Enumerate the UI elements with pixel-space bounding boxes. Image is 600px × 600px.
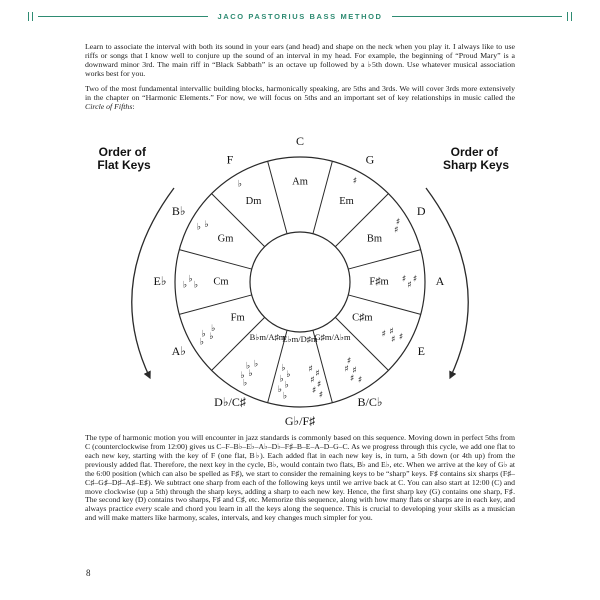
page-header	[28, 12, 572, 21]
flat-symbol: ♭	[182, 280, 188, 291]
outro-text	[85, 434, 515, 529]
page-number: 8	[86, 568, 91, 578]
flat-symbol: ♭	[284, 380, 289, 391]
order-of-flat-keys-line1: Order of	[98, 145, 146, 159]
intro-paragraph-2-colon: :	[132, 102, 135, 112]
major-key-label: B♭	[171, 203, 186, 218]
flat-symbol: ♭	[196, 222, 202, 233]
outro-paragraph	[85, 434, 515, 523]
sharp-symbol: ♯	[318, 390, 324, 401]
flat-symbol: ♭	[277, 385, 283, 396]
sharp-symbol: ♯	[349, 373, 355, 384]
minor-key-label: C♯m	[352, 312, 373, 324]
major-key-label: A	[435, 273, 445, 288]
intro-paragraph-2-text: Two of the most fundamental intervallic building blocks, harmonically speaking, are 5ths and 3rds. We will cover 3rds more extensively in the chapter on “Harmonic Elements.” For now, we will focus on 5ths and an important set of key relationships in music called the	[85, 84, 515, 103]
wedge-divider	[335, 317, 388, 370]
sharp-symbol: ♯	[407, 280, 412, 291]
minor-key-label: Gm	[217, 233, 234, 245]
major-key-label: G♭/F♯	[284, 413, 316, 428]
order-of-sharp-keys-label	[443, 145, 509, 172]
sharp-symbol: ♯	[315, 368, 320, 379]
sharp-symbol: ♯	[394, 225, 399, 236]
flat-symbol: ♭	[237, 179, 243, 190]
minor-key-label: B♭m/A♯m	[249, 332, 286, 343]
sharp-symbol: ♯	[357, 375, 363, 386]
sharp-symbol: ♯	[389, 326, 394, 337]
sharp-direction-arrow	[426, 188, 468, 378]
circle-of-fifths-figure	[0, 130, 600, 430]
sharp-symbol: ♯	[381, 329, 386, 340]
order-of-sharp-keys-line2: Sharp Keys	[442, 158, 510, 172]
minor-key-label: F♯m	[369, 276, 389, 288]
sharp-symbol: ♯	[352, 366, 357, 377]
flat-symbol: ♭	[286, 369, 291, 380]
flat-symbol: ♭	[209, 332, 214, 343]
major-key-label: A♭	[171, 343, 186, 358]
inner-circle	[250, 232, 350, 332]
major-key-label: D	[416, 203, 426, 218]
sharp-symbol: ♯	[311, 386, 317, 397]
major-key-label: E	[417, 343, 425, 358]
book-title: JACO PASTORIUS BASS METHOD	[217, 12, 383, 21]
minor-key-label: Dm	[245, 195, 262, 207]
flat-symbol: ♭	[240, 370, 245, 381]
minor-key-label: Em	[339, 195, 354, 207]
flat-symbol: ♭	[204, 220, 209, 231]
sharp-symbol: ♯	[344, 364, 349, 375]
header-edge-mark-left	[28, 12, 33, 21]
flat-symbol: ♭	[248, 369, 253, 380]
order-of-sharp-keys-line1: Order of	[450, 145, 498, 159]
flat-symbol: ♭	[281, 363, 286, 374]
sharp-symbol: ♯	[391, 334, 396, 345]
sharp-symbol: ♯	[317, 379, 322, 390]
outro-every-emphasis: every	[135, 504, 152, 514]
flat-symbol: ♭	[242, 378, 248, 389]
flat-symbol: ♭	[199, 337, 205, 348]
flat-symbol: ♭	[201, 329, 206, 340]
header-rule-right	[392, 16, 562, 17]
major-key-label: E♭	[153, 273, 167, 288]
circle-of-fifths-wedges	[154, 134, 445, 428]
order-of-flat-keys-line2: Flat Keys	[97, 158, 151, 172]
flat-symbol: ♭	[282, 391, 288, 402]
order-of-flat-keys-label	[97, 145, 151, 172]
sharp-symbol: ♯	[395, 217, 401, 228]
minor-key-label: Am	[292, 176, 308, 188]
flat-symbol: ♭	[246, 361, 251, 372]
flat-symbol: ♭	[193, 280, 199, 291]
major-key-label: F	[226, 152, 234, 167]
intro-text	[85, 42, 515, 117]
major-key-label: G	[365, 152, 375, 167]
intro-paragraph-2	[85, 84, 515, 111]
wedge-divider	[268, 161, 287, 233]
sharp-symbol: ♯	[346, 356, 352, 367]
minor-key-label: Cm	[213, 276, 229, 288]
major-key-label: D♭/C♯	[214, 394, 246, 409]
circle-of-fifths-term: Circle of Fifths	[85, 102, 133, 112]
sharp-symbol: ♯	[398, 332, 404, 343]
header-edge-mark-right	[567, 12, 572, 21]
flat-symbol: ♭	[279, 374, 284, 385]
flat-symbol: ♭	[211, 324, 216, 335]
intro-paragraph-1: Learn to associate the interval with both its sound in your ears (and head) and shape on the neck when you play it. I always like to use riffs or songs that I know well to conjure up the sound of an interval in my head. For example, the beginning of “Proud Mary” is a downward minor 3rd. The main riff in “Black Sabbath” is an octave up followed by a ♭5th down. Use whatever musical association works best for you.	[85, 42, 515, 79]
minor-key-label: E♭m/D♯m	[282, 333, 318, 344]
sharp-symbol: ♯	[401, 274, 407, 285]
major-key-label: C	[295, 133, 305, 148]
sharp-symbol: ♯	[310, 375, 315, 386]
outro-paragraph-text-a: The type of harmonic motion you will encounter in jazz standards is commonly based on this sequence. Moving down in perfect 5ths from C (counterclockwise from 12:00) gives us C–F–B♭–E♭–A♭–D♭–F♯–B–E–A–D–G–C. As we progress through this cycle, we add one flat to each new key, starting with the key of F (one flat, B♭). Each added flat in each new key is, in turn, a 5th down (or 4th up) from the previously added flat. Therefore, the next key in the cycle, B♭, would contain two flats, B♭ and E♭, etc. When we arrive at the key of G♭ at the 6:00 position (which can also be spelled as F♯), we start to consider the remaining keys to be “sharp” keys. F♯ contains six sharps (F♯–C♯–G♯–D♯–A♯–E♯). We subtract one sharp from each of the following keys until we arrive back at C. You can also start at 12:00 (C) and move clockwise (up a 5th) through the sharp keys, adding a sharp to each new key. Hence, the first sharp key (G) contains one sharp, F♯. The second key (D) contains two sharps, F♯ and C♯, etc. Memorize this sequence, along with how many flats or sharps are in each key, and always practice	[85, 433, 515, 514]
minor-key-label: Fm	[230, 312, 245, 324]
wedge-divider	[348, 250, 420, 269]
minor-key-label: G♯m/A♭m	[314, 332, 351, 343]
major-key-label: B/C♭	[357, 394, 383, 409]
wedge-divider	[179, 250, 251, 269]
sharp-symbol: ♯	[412, 274, 418, 285]
circle-of-fifths-diagram	[0, 130, 600, 430]
outro-paragraph-text-b: scale and chord you learn in all the keys along the sequence. This is crucial to developing your skills as a musician and will make matters like harmony, scales, intervals, and key changes much simpler for you.	[85, 504, 515, 523]
wedge-divider	[313, 161, 332, 233]
flat-symbol: ♭	[253, 359, 259, 370]
flat-symbol: ♭	[188, 274, 193, 285]
sharp-symbol: ♯	[308, 364, 313, 375]
sharp-symbol: ♯	[352, 176, 358, 187]
minor-key-label: Bm	[366, 233, 383, 245]
header-rule-left	[38, 16, 208, 17]
